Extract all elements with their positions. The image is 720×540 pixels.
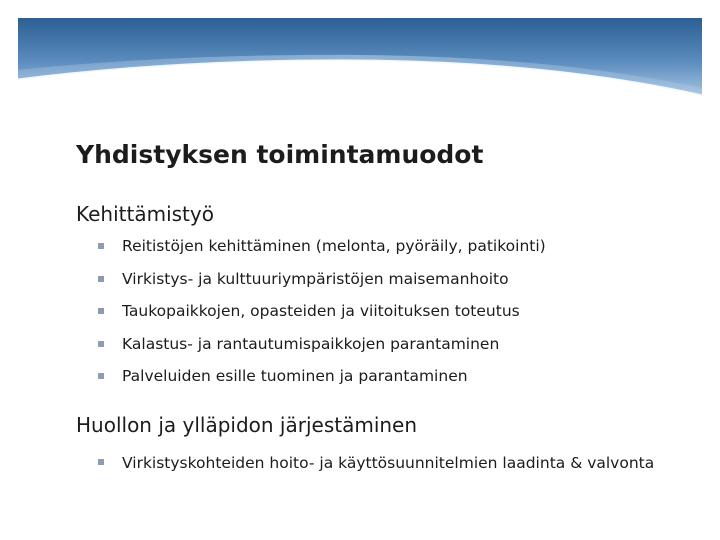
list-item xyxy=(98,236,546,257)
list-item xyxy=(98,452,682,475)
square-bullet-icon xyxy=(98,308,104,314)
list-item xyxy=(98,334,546,355)
list-item xyxy=(98,301,546,322)
bullet-text: Taukopaikkojen, opasteiden ja viitoituksen toteutus xyxy=(122,302,520,320)
square-bullet-icon xyxy=(98,243,104,249)
square-bullet-icon xyxy=(98,276,104,282)
square-bullet-icon xyxy=(98,341,104,347)
section-heading-maintenance: Huollon ja ylläpidon järjestäminen xyxy=(76,413,418,437)
bullet-list-development xyxy=(98,236,546,399)
square-bullet-icon xyxy=(98,373,104,379)
slide-title: Yhdistyksen toimintamuodot xyxy=(76,140,484,169)
section-heading-development: Kehittämistyö xyxy=(76,202,214,226)
bullet-text: Reitistöjen kehittäminen (melonta, pyöräily, patikointi) xyxy=(122,237,546,255)
bullet-list-maintenance xyxy=(98,452,682,487)
bullet-text: Kalastus- ja rantautumispaikkojen parantaminen xyxy=(122,334,500,353)
square-bullet-icon xyxy=(98,459,104,465)
bullet-text: Virkistyskohteiden hoito- ja käyttösuunnitelmien laadinta & valvonta xyxy=(122,454,655,472)
bullet-text: Palveluiden esille tuominen ja parantaminen xyxy=(122,367,468,385)
bullet-text: Virkistys- ja kulttuuriympäristöjen maisemanhoito xyxy=(122,269,509,288)
list-item xyxy=(98,269,546,290)
list-item xyxy=(98,366,546,387)
header-banner xyxy=(0,0,720,110)
